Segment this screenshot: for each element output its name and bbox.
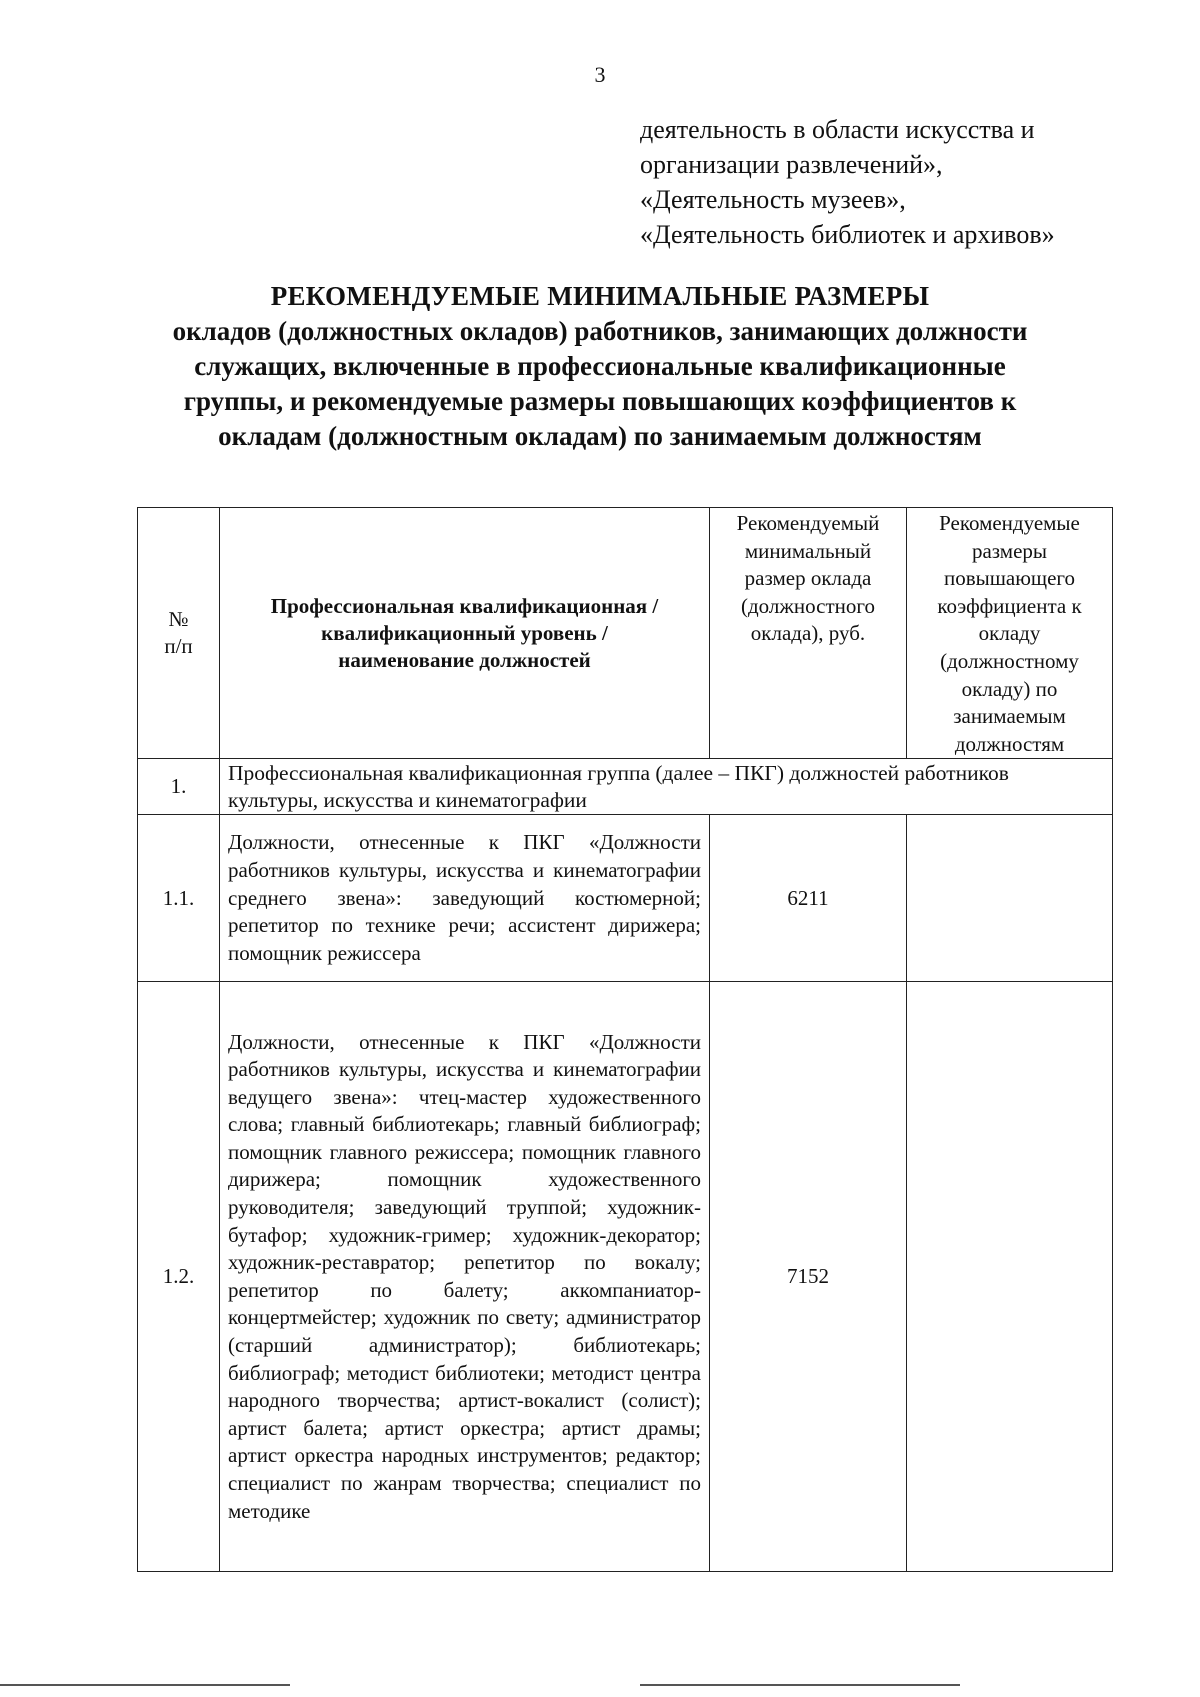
header-name-line: квалификационный уровень / (321, 620, 608, 645)
header-coef-line: коэффициента к (937, 593, 1082, 618)
title-subline: окладов (должностных окладов) работников, занимающих должности (172, 316, 1028, 346)
title-subline: окладам (должностным окладам) по занимаемым должностям (218, 421, 982, 451)
document-title (150, 279, 1050, 454)
title-main: РЕКОМЕНДУЕМЫЕ МИНИМАЛЬНЫЕ РАЗМЕРЫ (270, 281, 930, 311)
footer-scan-line (640, 1684, 960, 1686)
header-salary-line: минимальный (744, 538, 872, 563)
address-line: «Деятельность музеев», (640, 185, 906, 214)
table-row (138, 815, 1113, 982)
header-position-name (220, 508, 710, 759)
header-coef-line: окладу) по (961, 676, 1058, 701)
row-coefficient (907, 982, 1113, 1572)
header-coef-line: должностям (954, 731, 1065, 756)
table-row (138, 982, 1113, 1572)
address-line: организации развлечений», (640, 150, 943, 179)
row-description: Должности, отнесенные к ПКГ «Должности работников культуры, искусства и кинематографии среднего звена»: заведующий костюмерной; репетитор по технике речи; ассистент дирижера; помощник режиссера (220, 815, 710, 982)
row-number: 1.2. (138, 982, 220, 1572)
header-min-salary (710, 508, 907, 759)
title-subline: группы, и рекомендуемые размеры повышающих коэффициентов к (183, 386, 1017, 416)
row-coefficient (907, 815, 1113, 982)
address-line: «Деятельность библиотек и архивов» (640, 220, 1055, 249)
row-number: 1. (138, 759, 220, 815)
header-coefficient (907, 508, 1113, 759)
header-number (138, 508, 220, 759)
header-salary-line: оклада), руб. (750, 621, 866, 646)
row-salary: 7152 (710, 982, 907, 1572)
salary-table (137, 507, 1113, 1572)
page-number: 3 (594, 62, 606, 87)
header-salary-line: Рекомендуемый (736, 511, 880, 535)
table-row-group (138, 759, 1113, 815)
address-block (640, 112, 1180, 252)
table-header-row (138, 508, 1113, 759)
header-coef-line: размеры (971, 538, 1048, 563)
row-salary: 6211 (710, 815, 907, 982)
header-salary-line: размер оклада (744, 566, 872, 591)
header-name-line: Профессиональная квалификационная / (270, 593, 659, 618)
header-number-abbr: п/п (164, 634, 193, 659)
header-coef-line: (должностному (940, 648, 1079, 673)
header-coef-line: Рекомендуемые (939, 511, 1080, 535)
header-coef-line: повышающего (943, 566, 1076, 591)
address-line: деятельность в области искусства и (640, 115, 1035, 144)
header-name-line: наименование должностей (338, 647, 591, 672)
header-salary-line: (должностного (741, 593, 875, 618)
row-description: Должности, отнесенные к ПКГ «Должности работников культуры, искусства и кинематографии ведущего звена»: чтец-мастер художественного слова; главный библиотекарь; главный библиограф; помощник главного режиссера; помощник главного дирижера; помощник художественного руководителя; заведующий труппой; художник-бутафор; художник-гример; художник-декоратор; художник-реставратор; репетитор по вокалу; репетитор по балету; аккомпаниатор-концертмейстер; художник по свету; администратор (старший администратор); библиотекарь; библиограф; методист библиотеки; методист центра народного творчества; артист-вокалист (солист); артист балета; артист оркестра; артист драмы; артист оркестра народных инструментов; редактор; специалист по жанрам творчества; специалист по методике (220, 982, 710, 1572)
title-subline: служащих, включенные в профессиональные квалификационные (194, 351, 1006, 381)
header-coef-line: занимаемым (953, 704, 1066, 729)
header-number-sign: № (168, 606, 189, 631)
footer-scan-line (0, 1684, 290, 1686)
group-name: Профессиональная квалификационная группа (далее – ПКГ) должностей работников культуры, искусства и кинематографии (220, 759, 1113, 815)
header-coef-line: окладу (978, 621, 1041, 646)
row-number: 1.1. (138, 815, 220, 982)
